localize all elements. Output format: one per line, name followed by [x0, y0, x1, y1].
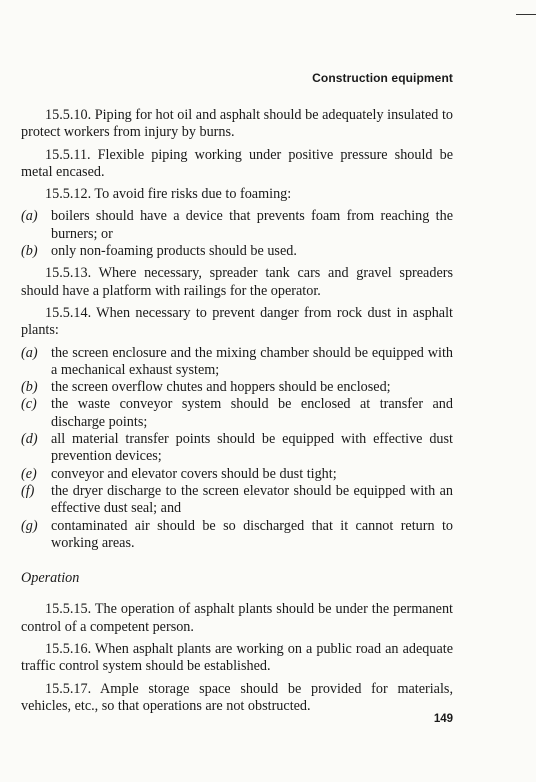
list-item [21, 518, 453, 553]
page-number: 149 [433, 713, 453, 725]
paragraph-15-5-15: 15.5.15. The operation of asphalt plants should be under the permanent control of a competent person. [21, 601, 453, 635]
list-item-label: (b) [21, 379, 38, 396]
list-item-text: the screen enclosure and the mixing chamber should be equipped with a mechanical exhaust system; [51, 344, 453, 378]
list-item-label: (d) [21, 431, 38, 448]
list-item-text: boilers should have a device that prevents foam from reaching the burners; or [51, 208, 453, 242]
list-item-label: (f) [21, 482, 35, 499]
running-header: Construction equipment [312, 71, 453, 85]
list-item [21, 243, 453, 260]
list-item [21, 483, 453, 518]
list-item-label: (e) [21, 465, 37, 482]
paragraph-15-5-13: 15.5.13. Where necessary, spreader tank cars and gravel spreaders should have a platform with railings for the operator. [21, 265, 453, 299]
list-item [21, 208, 453, 243]
section-heading: Operation [21, 570, 80, 587]
rock-dust-list [21, 345, 453, 553]
list-item-text: all material transfer points should be equipped with effective dust prevention devices; [51, 431, 453, 465]
paragraph-15-5-17: 15.5.17. Ample storage space should be provided for materials, vehicles, etc., so that operations are not obstructed. [21, 680, 453, 714]
list-item-label: (c) [21, 396, 37, 413]
list-item-label: (b) [21, 243, 38, 260]
paragraph-15-5-12: 15.5.12. To avoid fire risks due to foaming: [45, 186, 292, 203]
list-item-label: (a) [21, 208, 38, 225]
list-item [21, 379, 453, 396]
list-item [21, 396, 453, 431]
list-item [21, 345, 453, 380]
foaming-list [21, 208, 453, 260]
list-item [21, 466, 453, 483]
paragraph-15-5-14: 15.5.14. When necessary to prevent danger from rock dust in asphalt plants: [21, 304, 453, 339]
list-item-text: the dryer discharge to the screen elevator should be equipped with an effective dust seal; and [51, 482, 453, 517]
list-item [21, 431, 453, 466]
list-item-text: conveyor and elevator covers should be dust tight; [51, 465, 337, 482]
list-item-label: (a) [21, 344, 38, 361]
page-edge-mark [516, 14, 536, 15]
list-item-text: the waste conveyor system should be enclosed at transfer and discharge points; [51, 396, 453, 430]
list-item-label: (g) [21, 517, 38, 534]
paragraph-15-5-16: 15.5.16. When asphalt plants are working on a public road an adequate traffic control system should be established. [21, 641, 453, 675]
page-body [21, 107, 453, 720]
list-item-text: only non-foaming products should be used. [51, 243, 297, 260]
paragraph-15-5-11: 15.5.11. Flexible piping working under positive pressure should be metal encased. [21, 146, 453, 180]
paragraph-15-5-10: 15.5.10. Piping for hot oil and asphalt should be adequately insulated to protect workers from injury by burns. [21, 107, 453, 141]
list-item-text: contaminated air should be so discharged that it cannot return to working areas. [51, 517, 453, 551]
list-item-text: the screen overflow chutes and hoppers should be enclosed; [51, 379, 391, 396]
